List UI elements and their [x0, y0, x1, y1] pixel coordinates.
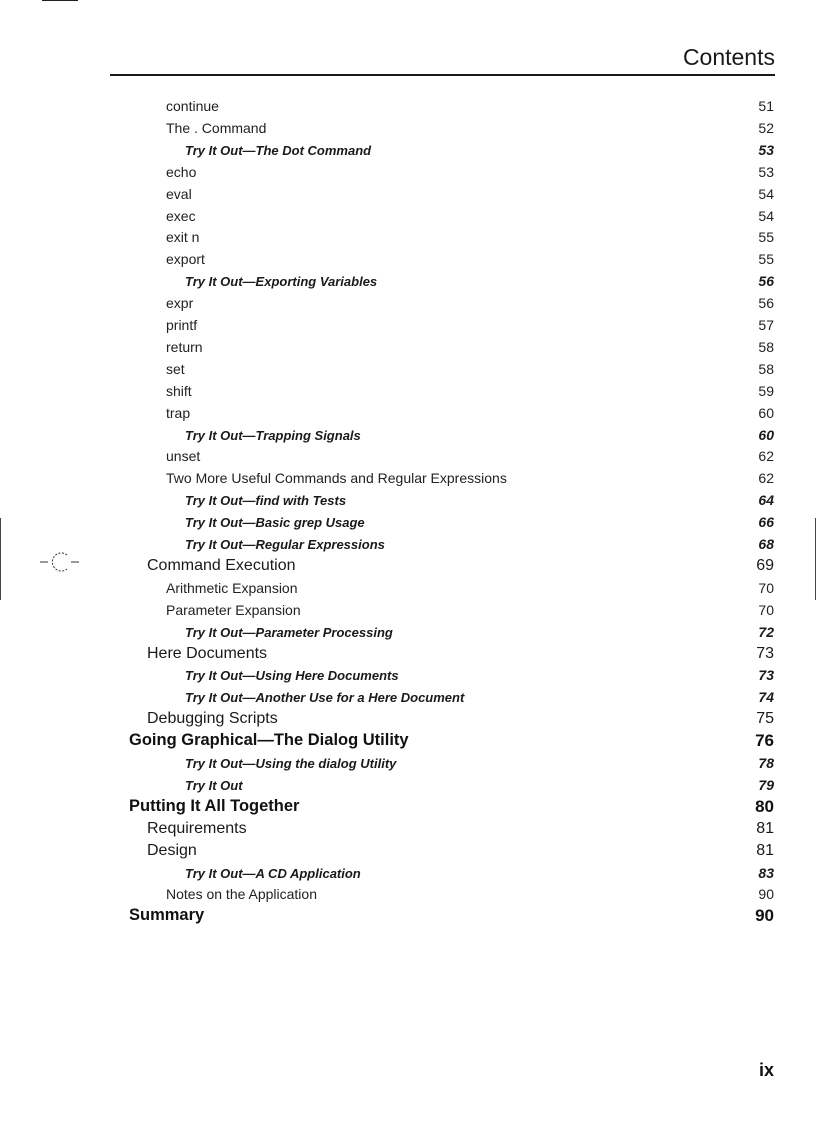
toc-entry-title: Try It Out—find with Tests	[185, 493, 347, 509]
toc-try-it-out-entry[interactable]	[0, 862, 816, 884]
toc-try-it-out-entry[interactable]	[0, 664, 816, 686]
toc-entry[interactable]	[0, 555, 816, 577]
toc-entry-title: Summary	[129, 906, 205, 925]
toc-entry-page: 80	[755, 796, 774, 816]
page-number: ix	[758, 1060, 774, 1080]
toc-entry[interactable]	[0, 248, 816, 270]
toc-entry-page: 73	[756, 644, 774, 662]
toc-entry[interactable]	[0, 730, 816, 752]
toc-entry-page: 69	[756, 556, 774, 574]
toc-entry-page: 57	[758, 317, 774, 333]
toc-entry-page: 62	[758, 470, 774, 487]
toc-entry[interactable]	[0, 599, 816, 621]
toc-entry-title: Try It Out—Another Use for a Here Document	[185, 690, 465, 706]
toc-entry-title: unset	[166, 448, 201, 465]
toc-entry-title: Try It Out—The Dot Command	[185, 142, 372, 158]
crop-mark-top	[42, 0, 78, 1]
toc-entry-page: 64	[758, 492, 774, 509]
toc-entry-title: export	[166, 251, 205, 268]
toc-entry-page: 52	[758, 119, 774, 136]
toc-entry-title: return	[166, 338, 203, 355]
toc-try-it-out-entry[interactable]	[0, 774, 816, 796]
toc-entry-title: Two More Useful Commands and Regular Expressions	[166, 470, 507, 487]
toc-entry[interactable]	[0, 467, 816, 489]
toc-entry-page: 56	[758, 273, 774, 290]
toc-entry-title: trap	[166, 404, 191, 421]
toc-try-it-out-entry[interactable]	[0, 489, 816, 511]
toc-entry-page: 59	[758, 382, 774, 399]
toc-entry-title: exec	[166, 207, 196, 224]
toc-entry-page: 90	[755, 906, 774, 926]
toc-entry-page: 51	[758, 98, 774, 114]
toc-entry-page: 72	[758, 623, 774, 640]
toc-entry-title: Try It Out—Parameter Processing	[185, 624, 393, 640]
toc-entry[interactable]	[0, 117, 816, 139]
toc-entry-title: expr	[166, 295, 194, 312]
header-rule	[110, 74, 775, 76]
toc-entry-page: 58	[758, 338, 774, 355]
toc-entry-page: 70	[758, 579, 774, 596]
toc-entry-page: 81	[756, 819, 774, 837]
toc-entry[interactable]	[0, 95, 816, 117]
toc-entry[interactable]	[0, 161, 816, 183]
toc-entry-title: Going Graphical—The Dialog Utility	[129, 731, 409, 750]
toc-entry-page: 74	[758, 689, 774, 706]
toc-entry-title: The . Command	[166, 119, 267, 136]
toc-entry[interactable]	[0, 314, 816, 336]
toc-try-it-out-entry[interactable]	[0, 270, 816, 292]
toc-entry[interactable]	[0, 183, 816, 205]
toc-try-it-out-entry[interactable]	[0, 752, 816, 774]
toc-entry[interactable]	[0, 577, 816, 599]
toc-entry-title: Command Execution	[147, 556, 296, 574]
toc-entry[interactable]	[0, 205, 816, 227]
toc-entry-page: 58	[758, 360, 774, 377]
toc-entry-title: Try It Out	[185, 777, 243, 793]
toc-entry-title: Try It Out—Basic grep Usage	[185, 515, 365, 531]
toc-entry[interactable]	[0, 643, 816, 665]
toc-entry-title: Try It Out—Regular Expressions	[185, 537, 385, 552]
toc-entry-title: Debugging Scripts	[147, 710, 278, 728]
toc-try-it-out-entry[interactable]	[0, 511, 816, 533]
toc-try-it-out-entry[interactable]	[0, 139, 816, 161]
toc-entry-title: Parameter Expansion	[166, 601, 301, 618]
toc-entry-page: 55	[758, 251, 774, 268]
toc-entry-title: printf	[166, 317, 198, 333]
toc-entry-title: Try It Out—A CD Application	[185, 865, 361, 881]
toc-entry-page: 81	[756, 841, 774, 859]
toc-entry-page: 60	[758, 426, 774, 443]
toc-entry[interactable]	[0, 883, 816, 905]
toc-entry[interactable]	[0, 796, 816, 818]
toc-entry-title: Design	[147, 841, 197, 859]
toc-entry-page: 55	[758, 229, 774, 246]
toc-try-it-out-entry[interactable]	[0, 533, 816, 555]
toc-entry-page: 54	[758, 207, 774, 224]
toc-entry[interactable]	[0, 226, 816, 248]
toc-entry-title: continue	[166, 98, 219, 114]
toc-entry-page: 90	[758, 886, 774, 903]
toc-entry-page: 60	[758, 404, 774, 421]
toc-entry-page: 54	[758, 185, 774, 202]
toc-entry-title: Here Documents	[147, 644, 268, 662]
toc-entry-title: Try It Out—Exporting Variables	[185, 274, 378, 290]
toc-entry-page: 53	[758, 141, 774, 158]
running-head: Contents	[682, 44, 775, 70]
toc-entry[interactable]	[0, 402, 816, 424]
toc-entry-title: Try It Out—Trapping Signals	[185, 427, 361, 443]
toc-entry-page: 75	[756, 710, 774, 728]
toc-entry-title: Putting It All Together	[129, 796, 300, 815]
toc-entry-title: Arithmetic Expansion	[166, 579, 298, 596]
toc-entry-page: 83	[758, 864, 774, 881]
toc-entry-page: 76	[755, 731, 774, 751]
toc-entry-page: 68	[758, 536, 774, 552]
toc-entry-page: 53	[758, 163, 774, 180]
toc-entry-page: 78	[758, 755, 774, 771]
toc-entry-page: 62	[758, 448, 774, 465]
toc-entry[interactable]	[0, 358, 816, 380]
toc-entry-title: exit n	[166, 229, 200, 246]
toc-try-it-out-entry[interactable]	[0, 424, 816, 446]
toc-entry-page: 66	[758, 514, 774, 531]
toc-try-it-out-entry[interactable]	[0, 621, 816, 643]
toc-entry[interactable]	[0, 445, 816, 467]
toc-entry[interactable]	[0, 818, 816, 840]
toc-entry[interactable]	[0, 292, 816, 314]
toc-entry-title: set	[166, 360, 185, 377]
toc-entry[interactable]	[0, 336, 816, 358]
toc-entry[interactable]	[0, 905, 816, 927]
toc-entry-page: 73	[758, 667, 774, 684]
toc-entry[interactable]	[0, 380, 816, 402]
toc-entry-title: echo	[166, 163, 197, 180]
toc-entry-page: 79	[758, 776, 774, 793]
toc-entry-title: eval	[166, 185, 192, 202]
toc-entry-page: 56	[758, 295, 774, 312]
toc-entry-title: shift	[166, 382, 192, 399]
toc-entry-title: Try It Out—Using Here Documents	[185, 668, 399, 684]
toc-entry-title: Try It Out—Using the dialog Utility	[185, 756, 397, 771]
toc-try-it-out-entry[interactable]	[0, 686, 816, 708]
toc-entry[interactable]	[0, 840, 816, 862]
toc-entry-page: 70	[758, 601, 774, 618]
toc-entry[interactable]	[0, 708, 816, 730]
toc-entry-title: Requirements	[147, 819, 247, 837]
toc-entry-title: Notes on the Application	[166, 886, 317, 903]
